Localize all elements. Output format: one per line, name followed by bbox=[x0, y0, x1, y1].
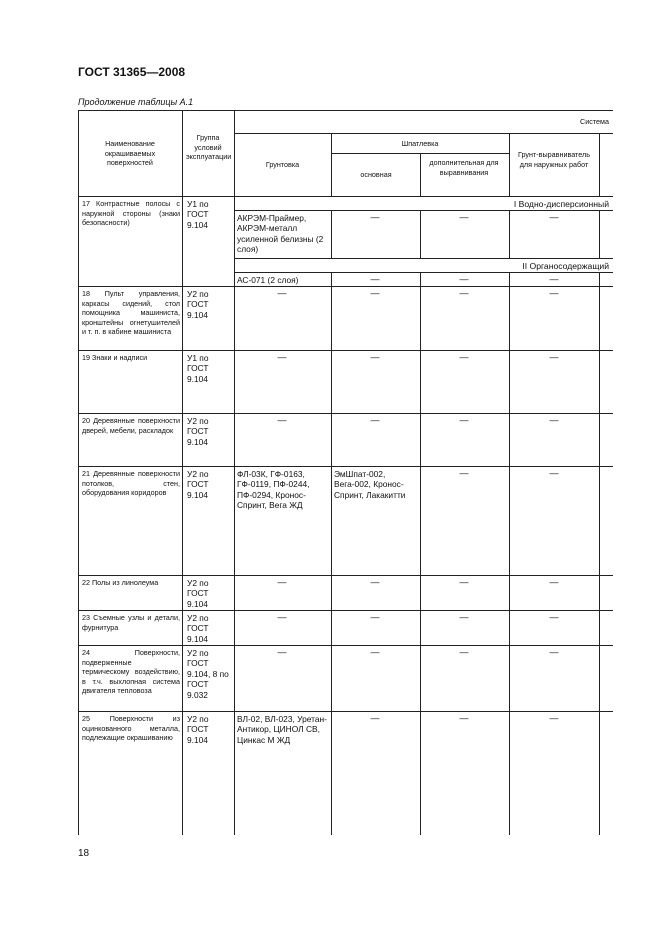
header-rule bbox=[331, 153, 509, 154]
row-20-dash: — bbox=[549, 415, 559, 425]
row-24-dash: — bbox=[277, 647, 287, 657]
row-22-dash: — bbox=[277, 577, 287, 587]
row-17-dash: — bbox=[549, 274, 559, 284]
row-22-dash: — bbox=[459, 577, 469, 587]
row-21-surface: 21 Деревянные поверхности потолков, стен, оборудования коридоров bbox=[82, 469, 180, 498]
row-17-dash: — bbox=[459, 274, 469, 284]
row-24-dash: — bbox=[549, 647, 559, 657]
table-left-border bbox=[78, 110, 79, 835]
row-18-dash: — bbox=[459, 288, 469, 298]
column-header-system: Система bbox=[580, 117, 609, 126]
column-divider bbox=[420, 153, 421, 196]
column-header-primer: Грунтовка bbox=[265, 160, 300, 169]
section-rule bbox=[234, 210, 613, 211]
column-divider bbox=[331, 210, 332, 258]
row-19-dash: — bbox=[459, 352, 469, 362]
row-23-surface: 23 Съемные узлы и детали, фурнитура bbox=[82, 613, 180, 632]
row-rule bbox=[78, 711, 613, 712]
section-rule bbox=[234, 258, 613, 259]
header-bottom-rule bbox=[78, 196, 613, 197]
column-divider bbox=[234, 110, 235, 835]
section-rule bbox=[234, 272, 613, 273]
column-divider bbox=[599, 133, 600, 196]
column-header-surfaces: Наименование окрашиваемых поверхностей bbox=[104, 139, 156, 168]
column-divider bbox=[182, 110, 183, 835]
row-18-dash: — bbox=[277, 288, 287, 298]
row-21-dash: — bbox=[549, 468, 559, 478]
row-17-surface: 17 Контрастные полосы с наружной стороны (знаки безопасности) bbox=[82, 199, 180, 228]
row-22-dash: — bbox=[549, 577, 559, 587]
column-divider bbox=[509, 133, 510, 196]
row-21-group: У2 по ГОСТ 9.104 bbox=[187, 469, 209, 500]
row-23-dash: — bbox=[549, 612, 559, 622]
row-17-dash: — bbox=[370, 274, 380, 284]
row-19-group: У1 по ГОСТ 9.104 bbox=[187, 353, 209, 384]
row-24-surface: 24 Поверхности, подверженные термическому воздействию, в т.ч. выхлопная система двигателя тепловоза bbox=[82, 648, 180, 696]
row-20-dash: — bbox=[277, 415, 287, 425]
page-number: 18 bbox=[78, 848, 90, 859]
row-17-dash: — bbox=[370, 212, 380, 222]
row-22-surface: 22 Полы из линолеума bbox=[82, 578, 159, 587]
row-rule bbox=[78, 286, 613, 287]
row-25-dash: — bbox=[370, 713, 380, 723]
row-rule bbox=[78, 466, 613, 467]
column-divider bbox=[509, 272, 510, 835]
column-divider bbox=[599, 210, 600, 258]
row-20-dash: — bbox=[459, 415, 469, 425]
table-top-border bbox=[78, 110, 613, 111]
column-header-group: Группа условий эксплуатации bbox=[186, 133, 232, 162]
row-18-group: У2 по ГОСТ 9.104 bbox=[187, 289, 209, 320]
column-divider bbox=[509, 210, 510, 258]
row-24-dash: — bbox=[370, 647, 380, 657]
row-24-dash: — bbox=[459, 647, 469, 657]
row-25-primer: ВЛ-02, ВЛ-023, Уретан-Антикор, ЦИНОЛ СВ, Цинкас М ЖД bbox=[237, 714, 327, 745]
row-21-primer: ФЛ-03К, ГФ-0163, ГФ-0119, ПФ-0244, ПФ-0294, Кронос-Спринт, Вега ЖД bbox=[237, 469, 310, 511]
table-caption: Продолжение таблицы А.1 bbox=[78, 97, 194, 107]
row-25-dash: — bbox=[549, 713, 559, 723]
row-25-group: У2 по ГОСТ 9.104 bbox=[187, 714, 209, 745]
row-22-group: У2 по ГОСТ 9.104 bbox=[187, 578, 209, 609]
row-21-putty: ЭмШпат-002, Вега-002, Кронос-Спринт, Лакакитти bbox=[334, 469, 406, 500]
row-17-primer-organic: АС-071 (2 слоя) bbox=[237, 275, 299, 285]
row-19-dash: — bbox=[277, 352, 287, 362]
column-header-putty-extra: дополнительная для выравнивания bbox=[429, 158, 499, 177]
row-rule bbox=[78, 413, 613, 414]
row-rule bbox=[78, 575, 613, 576]
row-20-group: У2 по ГОСТ 9.104 bbox=[187, 416, 209, 447]
row-rule bbox=[78, 645, 613, 646]
row-19-dash: — bbox=[370, 352, 380, 362]
header-rule bbox=[234, 133, 613, 134]
row-24-group: У2 по ГОСТ 9.104, 8 по ГОСТ 9.032 bbox=[187, 648, 229, 700]
row-18-dash: — bbox=[549, 288, 559, 298]
row-23-dash: — bbox=[277, 612, 287, 622]
row-23-dash: — bbox=[459, 612, 469, 622]
row-20-dash: — bbox=[370, 415, 380, 425]
row-21-dash: — bbox=[459, 468, 469, 478]
row-17-dash: — bbox=[549, 212, 559, 222]
row-18-surface: 18 Пульт управления, каркасы сидений, стол помощника машиниста, кронштейны огнетушителей и т. п. в кабине машиниста bbox=[82, 289, 180, 337]
document-title: ГОСТ 31365—2008 bbox=[78, 65, 186, 79]
row-20-surface: 20 Деревянные поверхности дверей, мебели, раскладок bbox=[82, 416, 180, 435]
column-divider bbox=[420, 272, 421, 835]
column-divider bbox=[331, 133, 332, 196]
row-19-surface: 19 Знаки и надписи bbox=[82, 353, 148, 362]
row-19-dash: — bbox=[549, 352, 559, 362]
column-header-leveler: Грунт-выравниватель для наружных работ bbox=[518, 150, 590, 169]
row-17-dash: — bbox=[459, 212, 469, 222]
row-23-group: У2 по ГОСТ 9.104 bbox=[187, 613, 209, 644]
row-22-dash: — bbox=[370, 577, 380, 587]
column-divider bbox=[331, 272, 332, 835]
column-header-putty-main: основная bbox=[360, 170, 392, 179]
row-rule bbox=[78, 610, 613, 611]
section-header: II Органосодержащий bbox=[522, 261, 609, 271]
column-divider bbox=[599, 272, 600, 835]
column-header-putty: Шпатлевка bbox=[401, 139, 439, 148]
row-25-surface: 25 Поверхности из оцинкованного металла, подлежащие окрашиванию bbox=[82, 714, 180, 743]
column-divider bbox=[420, 210, 421, 258]
row-25-dash: — bbox=[459, 713, 469, 723]
row-18-dash: — bbox=[370, 288, 380, 298]
section-header: I Водно-дисперсионный bbox=[513, 199, 609, 209]
row-17-group: У1 по ГОСТ 9.104 bbox=[187, 199, 209, 230]
row-17-primer: АКРЭМ-Праймер, АКРЭМ-металл усиленной белизны (2 слоя) bbox=[237, 213, 324, 255]
row-23-dash: — bbox=[370, 612, 380, 622]
row-rule bbox=[78, 350, 613, 351]
